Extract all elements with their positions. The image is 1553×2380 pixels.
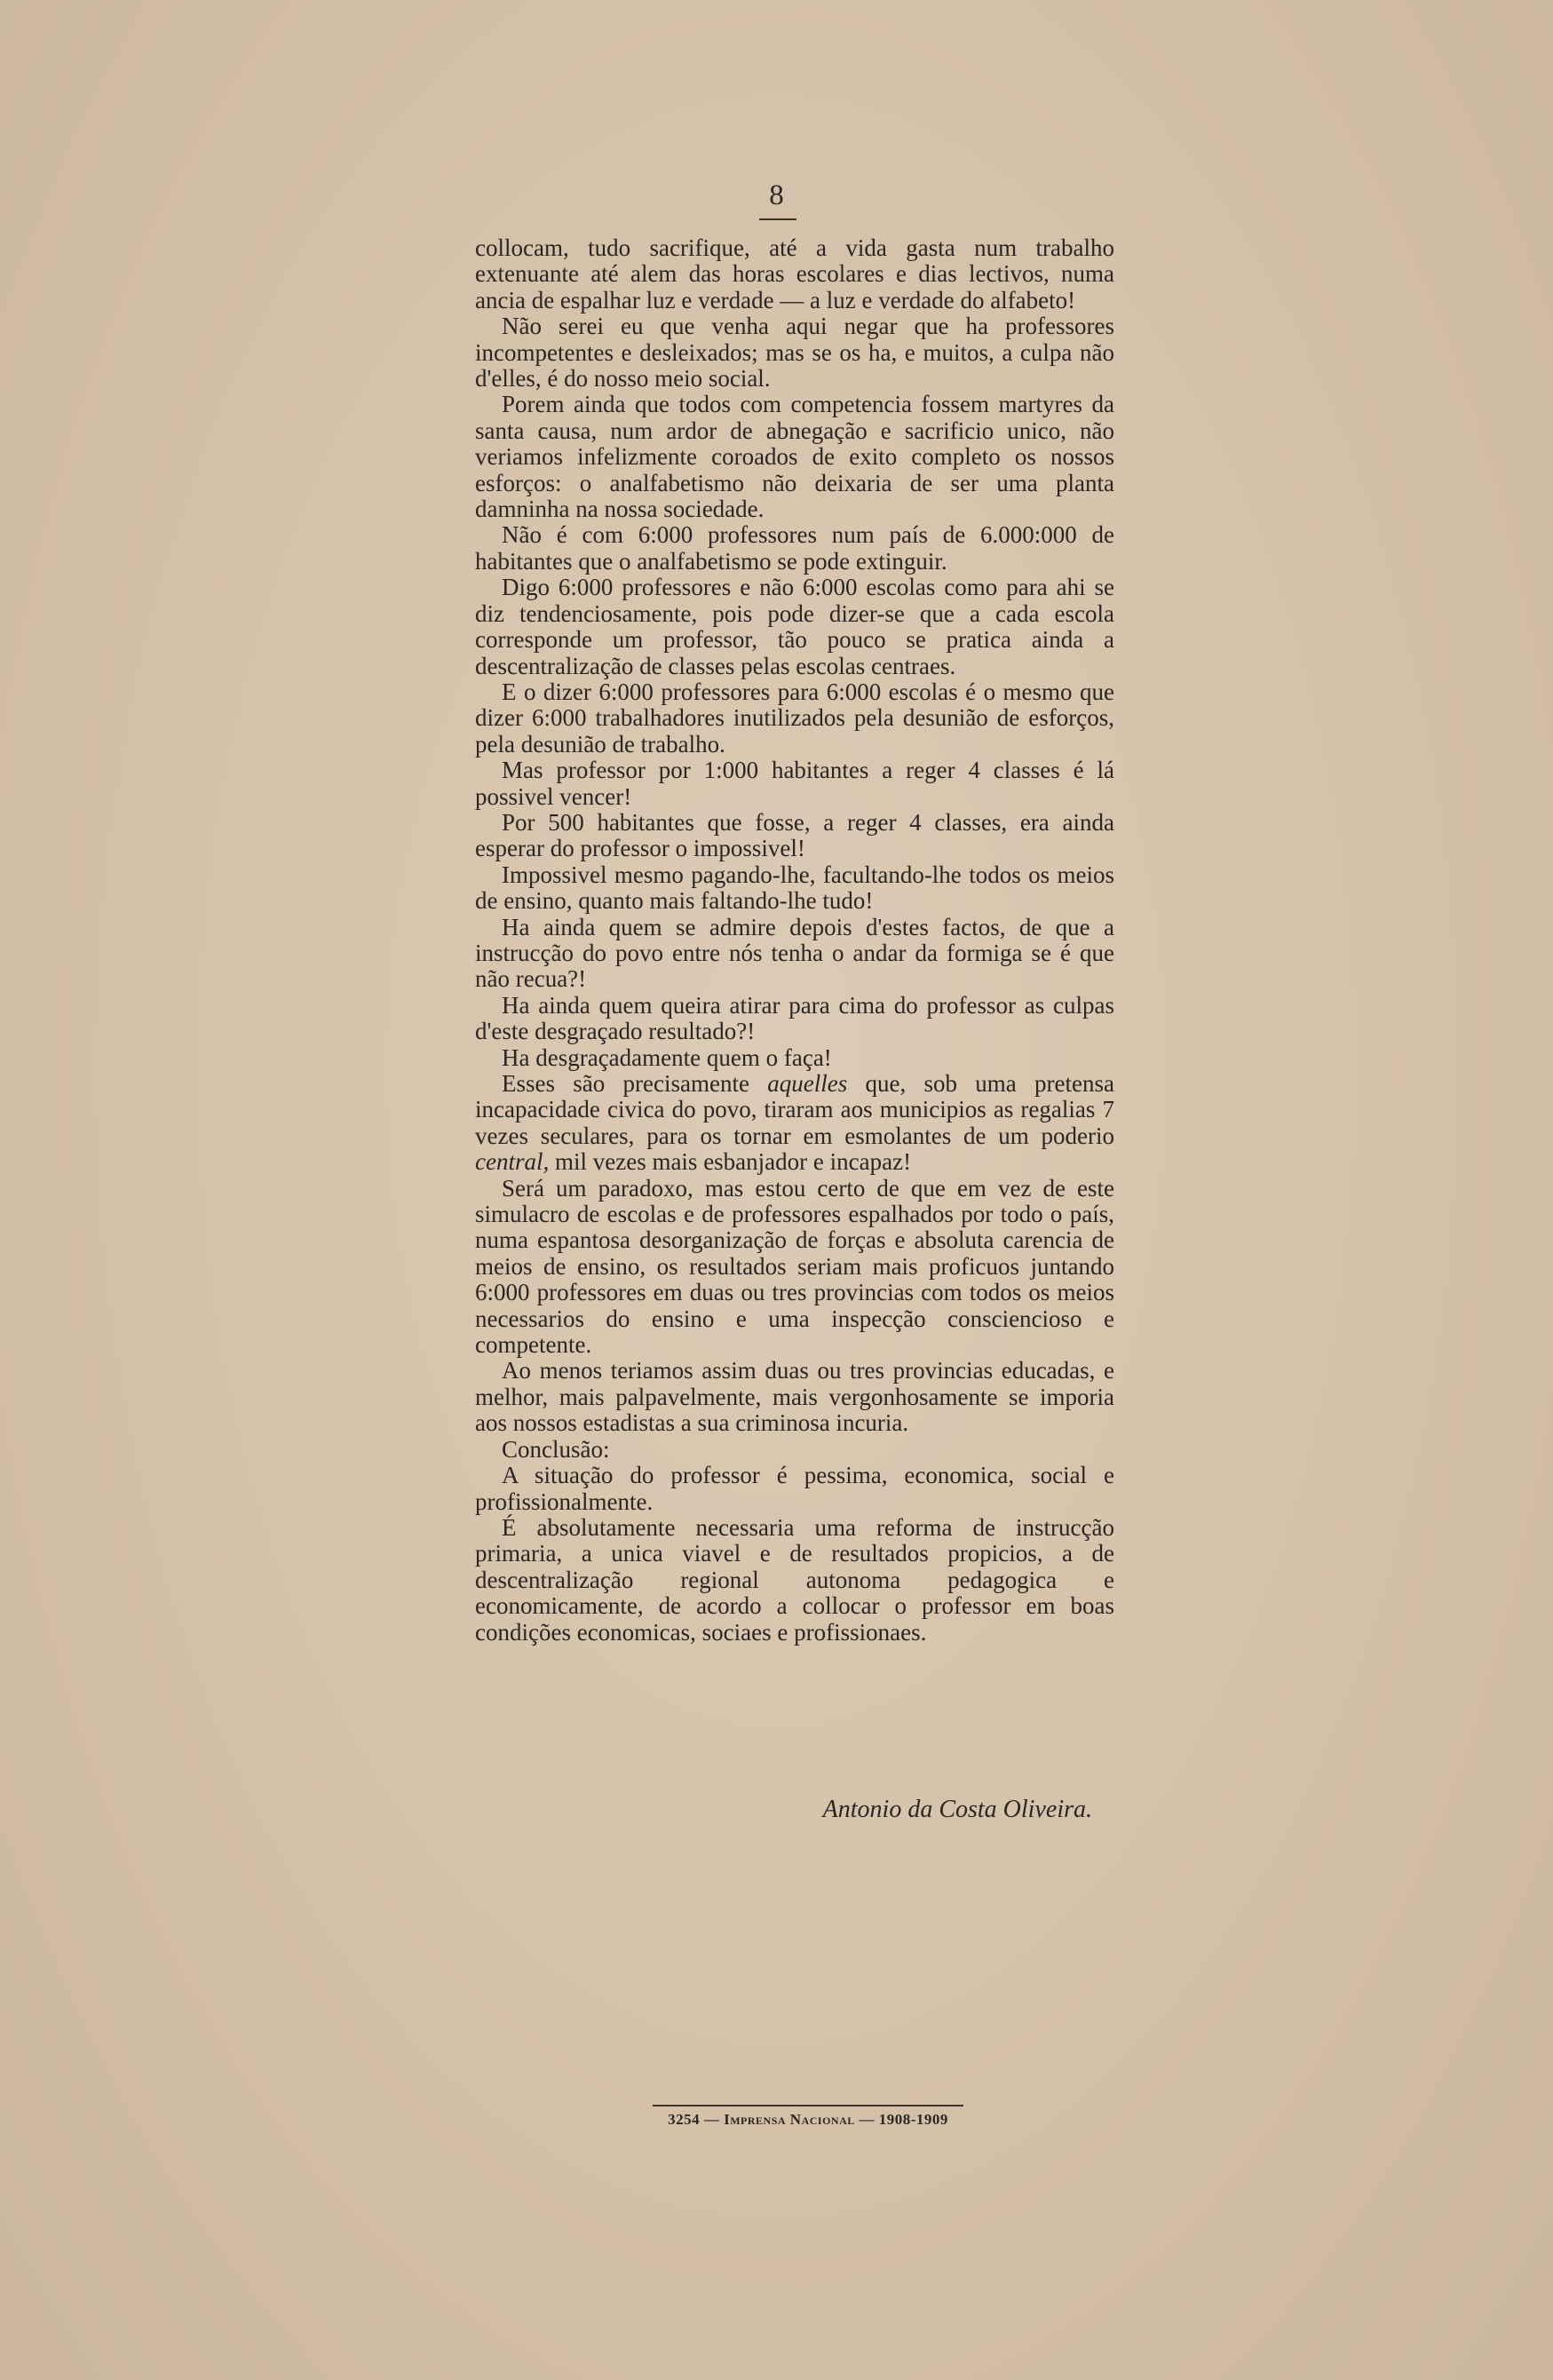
paragraph: Não é com 6:000 professores num país de 6.000:000 de habitantes que o analfabetismo se pode extinguir.	[475, 521, 1114, 575]
paragraph: E o dizer 6:000 professores para 6:000 escolas é o mesmo que dizer 6:000 trabalhadores inutilizados pela desunião de esforços, pela desunião de trabalho.	[475, 678, 1114, 758]
emphasis-text: central,	[475, 1148, 550, 1176]
paragraph: A situação do professor é pessima, economica, social e profissionalmente.	[475, 1462, 1114, 1515]
paragraph: Ha desgraçadamente quem o faça!	[502, 1043, 832, 1071]
paragraph: Não serei eu que venha aqui negar que ha professores incompetentes e desleixados; mas se os ha, e muitos, a culpa não d'elles, é do nosso meio social.	[475, 313, 1114, 393]
emphasis-text: aquelles	[767, 1070, 848, 1097]
imprint-rule	[653, 2105, 963, 2106]
paragraph: Por 500 habitantes que fosse, a reger 4 classes, era ainda esperar do professor o impossivel!	[475, 808, 1114, 862]
page-number-rule	[759, 218, 796, 220]
signature: Antonio da Costa Oliveira.	[822, 1796, 1092, 1823]
paragraph: Mas professor por 1:000 habitantes a reger 4 classes é lá possivel vencer!	[475, 757, 1114, 810]
paragraph: Ao menos teriamos assim duas ou tres provincias educadas, e melhor, mais palpavelmente, mais vergonhosamente se imporia aos nossos estadistas a sua criminosa incuria.	[475, 1357, 1114, 1437]
paragraph: Conclusão:	[502, 1435, 610, 1463]
paragraph: É absolutamente necessaria uma reforma de instrucção primaria, a unica viavel e de resultados propicios, a de descentralização regional autonoma pedagogica e economicamente, de acordo a collocar o professor em boas condições economicas, sociaes e profissionaes.	[475, 1513, 1114, 1646]
paragraph: collocam, tudo sacrifique, até a vida gasta num trabalho extenuante até alem das horas escolares e dias lectivos, numa ancia de espalhar luz e verdade — a luz e verdade do alfabeto!	[475, 234, 1114, 313]
paragraph: Digo 6:000 professores e não 6:000 escolas como para ahi se diz tendenciosamente, pois pode dizer-se que a cada escola corresponde um professor, tão pouco se pratica ainda a descentralização de classes pelas escolas centraes.	[475, 574, 1114, 679]
paragraph: Porem ainda que todos com competencia fossem martyres da santa causa, num ardor de abnegação e sacrificio unico, não veriamos infelizmente coroados de exito completo os nossos esforços: o analfabetismo não deixaria de ser uma planta damninha na nossa sociedade.	[475, 391, 1114, 523]
page-number: 8	[769, 179, 784, 211]
paragraph-text: mil vezes mais esbanjador e incapaz!	[549, 1148, 912, 1176]
paragraph-with-emphasis	[475, 1071, 1114, 1176]
paragraph-text: que, sob uma pretensa incapacidade civica do povo, tiraram aos municipios as regalias 7 vezes seculares, para os tornar em esmolantes de um poderio	[475, 1070, 1114, 1149]
paragraph-text: Esses são precisamente	[502, 1070, 768, 1097]
paragraph: Impossivel mesmo pagando-lhe, facultando-lhe todos os meios de ensino, quanto mais faltando-lhe tudo!	[475, 861, 1114, 915]
paragraph: Será um paradoxo, mas estou certo de que em vez de este simulacro de escolas e de professores espalhados por todo o país, numa espantosa desorganização de forças e absoluta carencia de meios de ensino, os resultados seriam mais proficuos juntando 6:000 professores em duas ou tres provincias com todos os meios necessarios do ensino e uma inspecção consciencioso e competente.	[475, 1174, 1114, 1359]
paragraph: Ha ainda quem queira atirar para cima do professor as culpas d'este desgraçado resultado?!	[475, 991, 1114, 1045]
printer-imprint: 3254 — Imprensa Nacional — 1908-1909	[668, 2111, 948, 2128]
body-text	[475, 235, 1114, 1646]
paragraph: Ha ainda quem se admire depois d'estes factos, de que a instrucção do povo entre nós tenha o andar da formiga se é que não recua?!	[475, 913, 1114, 993]
